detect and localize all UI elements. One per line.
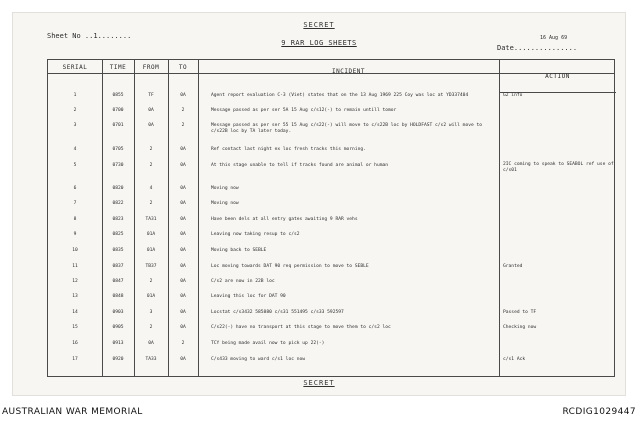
sheet-number: Sheet No ..1........ <box>47 32 132 40</box>
cell-action: 2IC coming to speak to SEABOL ref use of c/s01 <box>503 162 614 173</box>
classification-stamp-bottom: SECRET <box>303 379 335 387</box>
cell-action: Granted <box>503 264 523 269</box>
cell-incident: Leaving this loc for DAT 90 <box>211 294 286 299</box>
cell-time: 0822 <box>112 201 124 206</box>
table-row <box>48 341 616 351</box>
cell-time: 0848 <box>112 294 124 299</box>
cell-to: 0A <box>180 310 186 315</box>
header-action: ACTION <box>545 73 570 80</box>
cell-action: G2 info <box>503 93 523 98</box>
cell-action: Checking now <box>503 325 537 330</box>
cell-serial: 3 <box>73 123 77 128</box>
cell-to: 0A <box>180 357 186 362</box>
log-sheet-page <box>12 12 626 396</box>
cell-to: 0A <box>180 201 186 206</box>
cell-to: 0A <box>180 186 186 191</box>
cell-incident: Agent report evaluation C-3 (Viet) states that on the 13 Aug 1969 225 Coy was loc at YD337404 <box>211 93 469 98</box>
header-to: TO <box>178 64 188 71</box>
table-row <box>48 357 616 367</box>
cell-time: 0705 <box>112 147 124 152</box>
cell-from: 2 <box>149 163 153 168</box>
cell-serial: 6 <box>73 186 77 191</box>
cell-incident: C/s22(-) have no transport at this stage to move them to c/s2 loc <box>211 325 391 330</box>
table-row <box>48 201 616 211</box>
header-serial: SERIAL <box>62 64 88 71</box>
cell-incident: Leaving now taking resup to c/s2 <box>211 232 300 237</box>
cell-from: 01A <box>146 248 156 253</box>
cell-serial: 13 <box>72 294 78 299</box>
cell-to: 0A <box>180 93 186 98</box>
cell-serial: 17 <box>72 357 78 362</box>
cell-time: 0920 <box>112 357 124 362</box>
cell-time: 0825 <box>112 232 124 237</box>
cell-incident: Message passed as per ser 55 15 Aug c/s22(-) will move to c/s22B loc by HOLDFAST c/s2 will move to c/s22B loc by TA later today. <box>211 123 483 134</box>
cell-time: 0820 <box>112 186 124 191</box>
cell-to: 2 <box>181 108 185 113</box>
table-row <box>48 232 616 242</box>
cell-incident: C/s2 are now in 22B loc <box>211 279 275 284</box>
cell-from: 01A <box>146 232 156 237</box>
cell-incident: Ref contact last night ex loc fresh tracks this morning. <box>211 147 366 152</box>
table-row <box>48 186 616 196</box>
cell-time: 0903 <box>112 310 124 315</box>
date-value: 16 Aug 69 <box>540 35 568 41</box>
cell-incident: Message passed as per ser 5A 15 Aug c/s12(-) to remain untill tomor <box>211 108 397 113</box>
archive-footer <box>0 404 640 421</box>
cell-serial: 4 <box>73 147 77 152</box>
cell-time: 0700 <box>112 108 124 113</box>
cell-time: 0835 <box>112 248 124 253</box>
cell-to: 0A <box>180 232 186 237</box>
cell-incident: Moving now <box>211 186 239 191</box>
institution-name: AUSTRALIAN WAR MEMORIAL <box>2 407 143 417</box>
table-row <box>48 325 616 335</box>
cell-time: 0913 <box>112 341 124 346</box>
cell-from: 0A <box>148 108 154 113</box>
table-row <box>48 147 616 157</box>
record-reference: RCDIG1029447 <box>562 407 636 417</box>
cell-from: 4 <box>149 186 153 191</box>
cell-from: 01A <box>146 294 156 299</box>
cell-to: 0A <box>180 147 186 152</box>
cell-incident: Loc moving towards DAT 90 req permission to move to SEBLE <box>211 264 369 269</box>
cell-serial: 15 <box>72 325 78 330</box>
table-row <box>48 93 616 103</box>
cell-to: 0A <box>180 294 186 299</box>
cell-action: c/s1 Ack <box>503 357 526 362</box>
cell-from: TB37 <box>145 264 157 269</box>
cell-incident: Locstat c/s3432 585880 c/s31 551495 c/s33 592597 <box>211 310 344 315</box>
cell-serial: 9 <box>73 232 77 237</box>
log-table <box>47 59 615 377</box>
cell-incident: TCY being made avail now to pick up 22(-) <box>211 341 325 346</box>
table-row <box>48 123 616 133</box>
header-time: TIME <box>109 64 127 71</box>
cell-to: 0A <box>180 325 186 330</box>
cell-serial: 2 <box>73 108 77 113</box>
cell-to: 2 <box>181 123 185 128</box>
cell-serial: 7 <box>73 201 77 206</box>
header-incident: INCIDENT <box>332 68 365 75</box>
cell-serial: 10 <box>72 248 78 253</box>
cell-from: 2 <box>149 279 153 284</box>
cell-from: 0A <box>148 341 154 346</box>
cell-serial: 8 <box>73 217 77 222</box>
cell-time: 0847 <box>112 279 124 284</box>
table-row <box>48 264 616 274</box>
classification-stamp-top: SECRET <box>303 21 335 29</box>
cell-from: 2 <box>149 201 153 206</box>
cell-time: 0701 <box>112 123 124 128</box>
cell-from: 2 <box>149 147 153 152</box>
cell-time: 0855 <box>112 93 124 98</box>
cell-serial: 5 <box>73 163 77 168</box>
cell-incident: C/s433 moving to ward c/s1 loc now <box>211 357 306 362</box>
cell-to: 0A <box>180 217 186 222</box>
cell-incident: Moving now <box>211 201 239 206</box>
cell-time: 0837 <box>112 264 124 269</box>
cell-from: 0A <box>148 123 154 128</box>
cell-from: TA33 <box>145 357 157 362</box>
cell-serial: 12 <box>72 279 78 284</box>
cell-from: 2 <box>149 325 153 330</box>
header-from: FROM <box>142 64 160 71</box>
table-row <box>48 279 616 289</box>
cell-to: 0A <box>180 248 186 253</box>
table-row <box>48 108 616 118</box>
cell-to: 0A <box>180 279 186 284</box>
cell-incident: At this stage unable to tell if tracks found are animal or human <box>211 163 389 168</box>
cell-time: 0905 <box>112 325 124 330</box>
cell-time: 0823 <box>112 217 124 222</box>
cell-serial: 16 <box>72 341 78 346</box>
table-row <box>48 310 616 320</box>
cell-to: 2 <box>181 341 185 346</box>
cell-from: 3 <box>149 310 153 315</box>
cell-incident: Moving back to SEBLE <box>211 248 267 253</box>
cell-time: 0730 <box>112 163 124 168</box>
cell-from: TA31 <box>145 217 157 222</box>
table-row <box>48 248 616 258</box>
cell-serial: 1 <box>73 93 77 98</box>
document-title: 9 RAR LOG SHEETS <box>281 39 357 47</box>
cell-action: Passed to TF <box>503 310 537 315</box>
table-row <box>48 294 616 304</box>
cell-to: 0A <box>180 163 186 168</box>
cell-serial: 14 <box>72 310 78 315</box>
cell-to: 0A <box>180 264 186 269</box>
cell-from: TF <box>148 93 154 98</box>
cell-incident: Have been dels at all entry gates awaiting 9 RAR vehs <box>211 217 358 222</box>
table-row <box>48 163 616 173</box>
date-label: Date............... <box>497 44 578 52</box>
cell-serial: 11 <box>72 264 78 269</box>
table-row <box>48 217 616 227</box>
